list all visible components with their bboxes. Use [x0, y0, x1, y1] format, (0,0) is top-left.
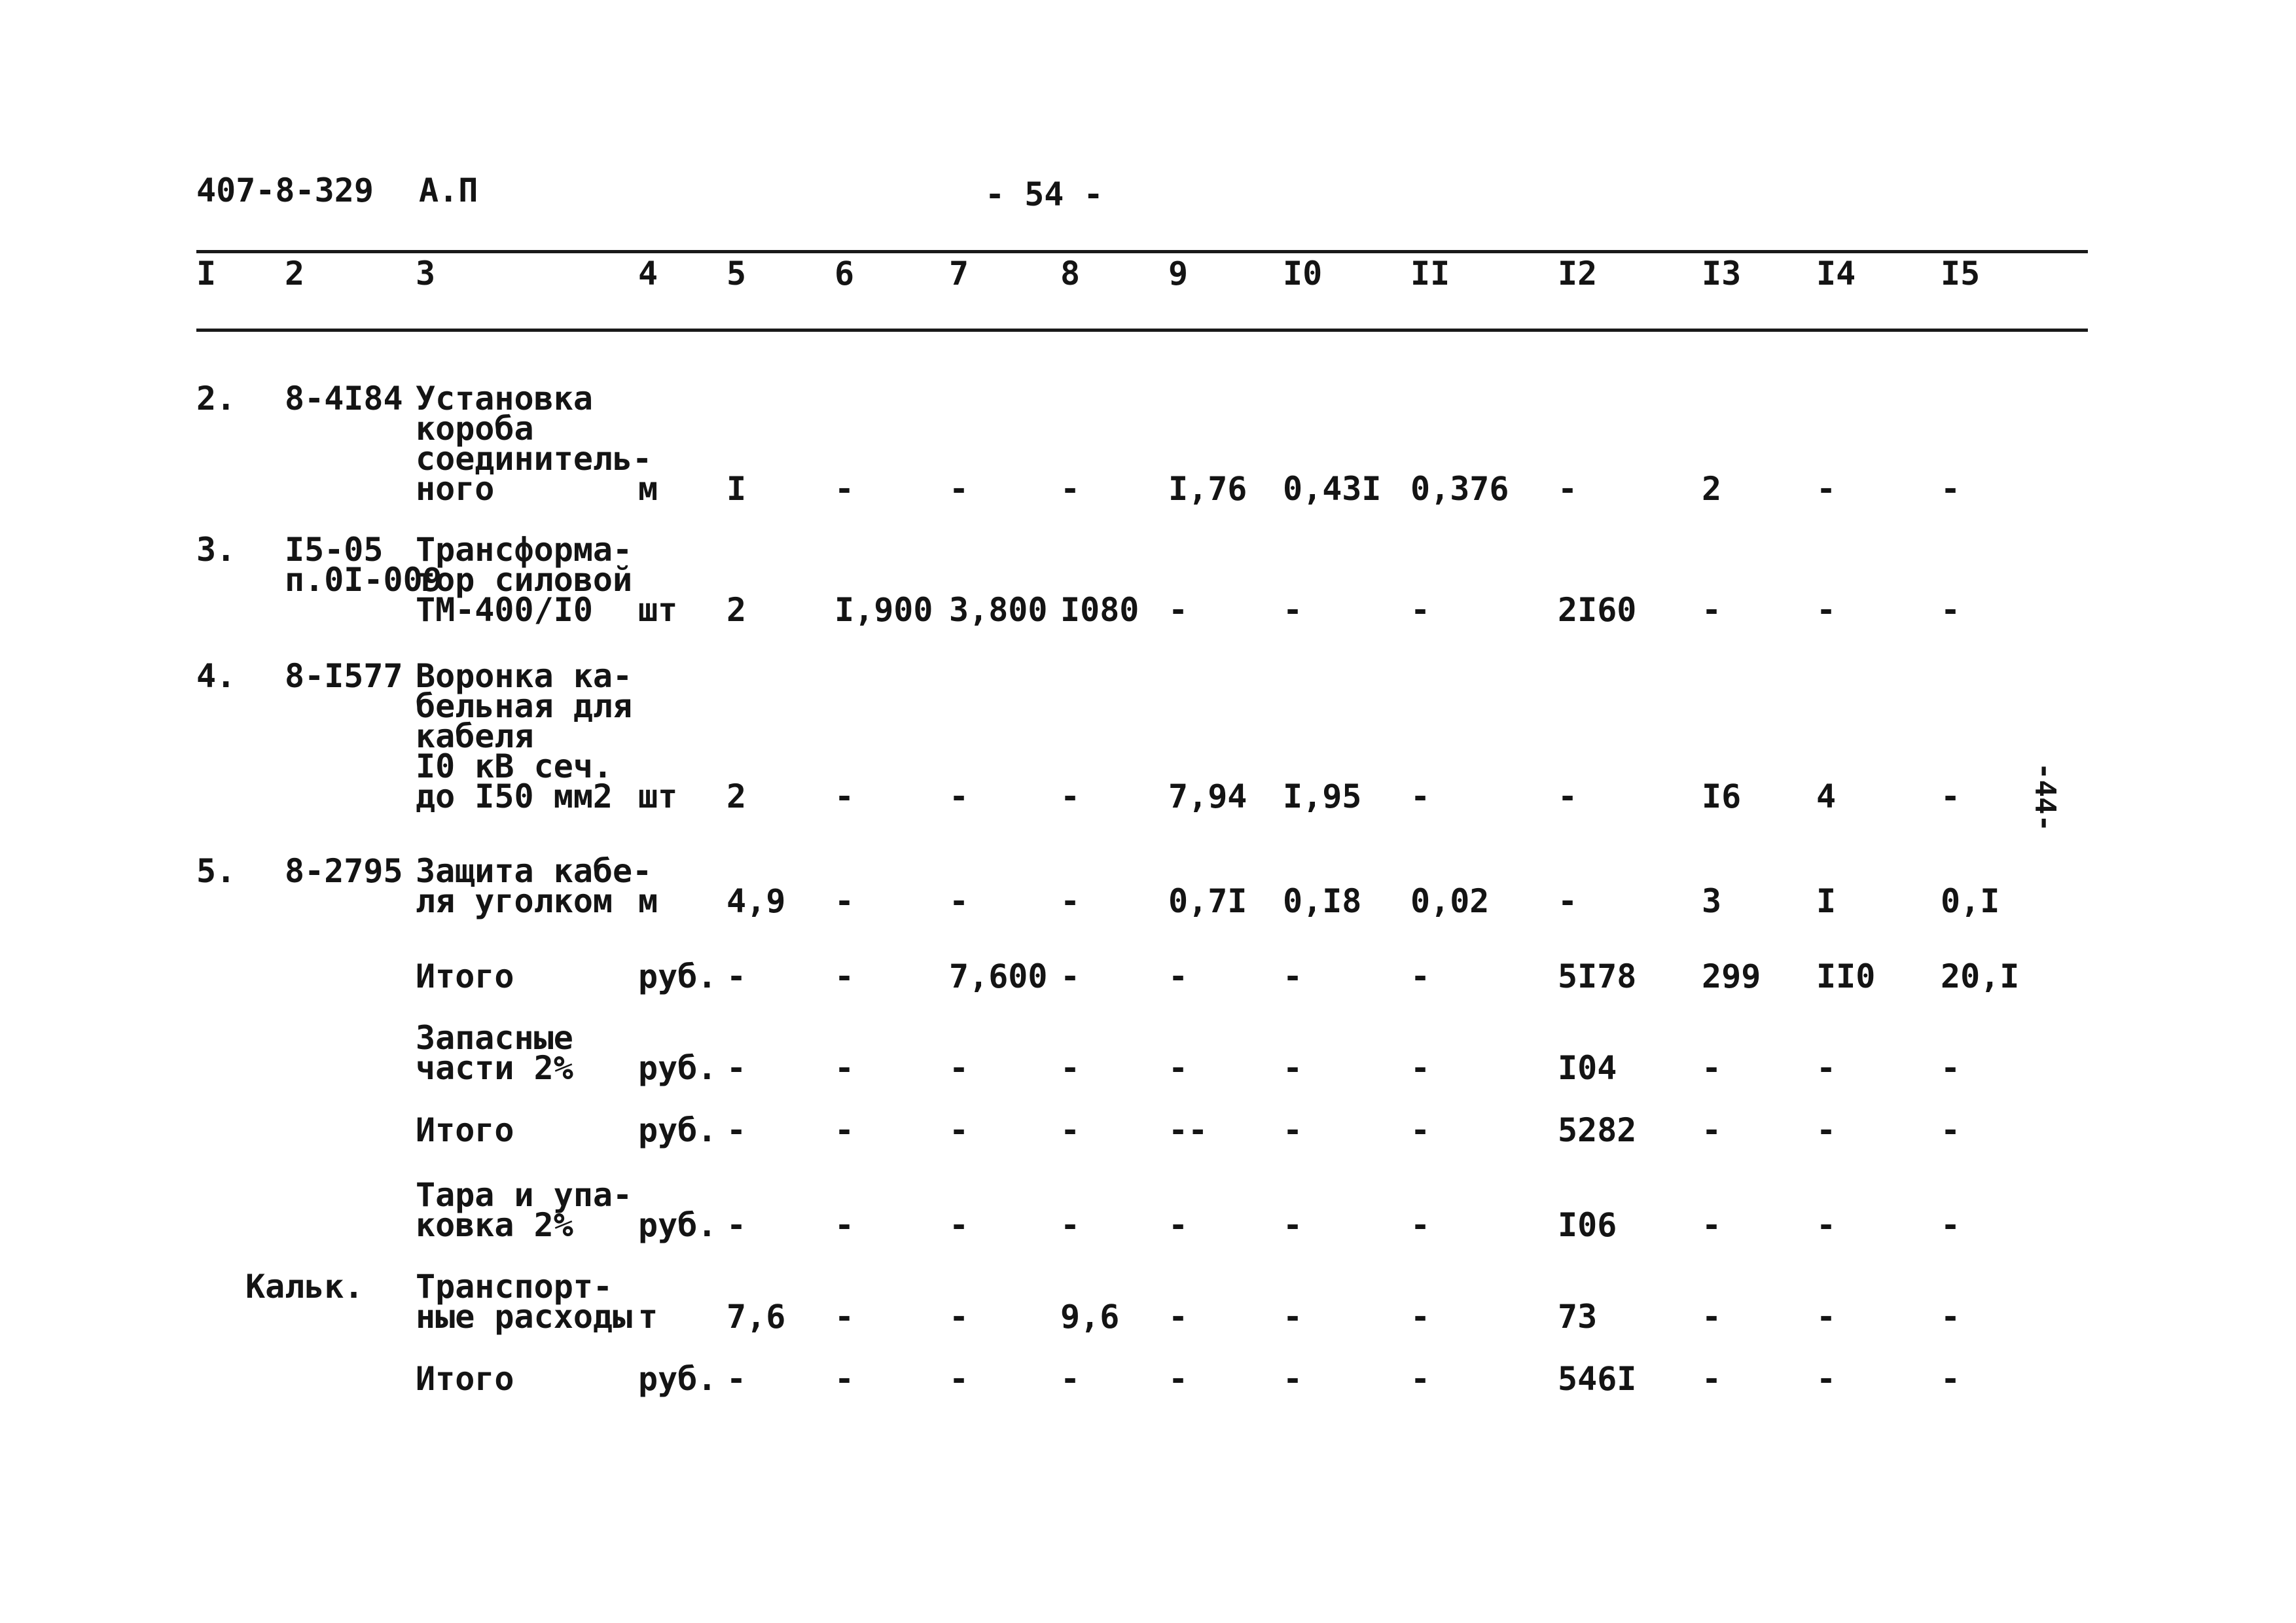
cell-c10: -: [1283, 1298, 1303, 1336]
cell-c13: -: [1702, 1360, 1722, 1398]
cell-c6: -: [834, 1298, 855, 1336]
cell-name: Итого: [416, 957, 514, 995]
cell-c8: -: [1060, 1360, 1081, 1398]
cell-c10: -: [1283, 1111, 1303, 1149]
table-header-rule: [196, 329, 2088, 332]
cell-c14: -: [1816, 1111, 1837, 1149]
cell-c5: I: [726, 470, 747, 508]
cell-name: Тара и упа- ковка 2%: [416, 1176, 633, 1244]
cell-c14: I: [1816, 882, 1837, 920]
cell-c13: -: [1702, 1206, 1722, 1244]
cell-c13: -: [1702, 1111, 1722, 1149]
cell-code: 8-4I84: [285, 380, 403, 418]
cell-c10: -: [1283, 1206, 1303, 1244]
cell-unit: руб.: [638, 1206, 717, 1244]
cell-c15: -: [1941, 1049, 1961, 1087]
cell-c15: -: [1941, 1360, 1961, 1398]
cell-c10: -: [1283, 1049, 1303, 1087]
cell-c8: 9,6: [1060, 1298, 1120, 1336]
cell-c9: -: [1168, 957, 1189, 995]
side-page-mark: -44-: [2028, 762, 2062, 832]
column-header-3: 3: [416, 255, 436, 293]
cell-c14: -: [1816, 470, 1837, 508]
cell-code: 8-2795: [285, 852, 403, 890]
column-header-14: I4: [1816, 255, 1856, 293]
cell-no: 4.: [196, 657, 236, 695]
cell-c10: -: [1283, 957, 1303, 995]
column-header-5: 5: [726, 255, 747, 293]
cell-c12: -: [1558, 777, 1578, 815]
cell-c12: -: [1558, 470, 1578, 508]
cell-c10: I,95: [1283, 777, 1362, 815]
cell-unit: м: [638, 882, 658, 920]
cell-c6: -: [834, 882, 855, 920]
cell-c9: -: [1168, 1206, 1189, 1244]
cell-c9: 7,94: [1168, 777, 1247, 815]
cell-c6: -: [834, 1111, 855, 1149]
cell-c11: -: [1410, 591, 1431, 629]
cell-c7: -: [949, 1111, 969, 1149]
cell-c12: I04: [1558, 1049, 1617, 1087]
cell-c8: -: [1060, 957, 1081, 995]
cell-c10: -: [1283, 591, 1303, 629]
cell-c7: -: [949, 1206, 969, 1244]
cell-c15: -: [1941, 777, 1961, 815]
cell-c5: 7,6: [726, 1298, 786, 1336]
cell-unit: м: [638, 470, 658, 508]
cell-c12: 2I60: [1558, 591, 1637, 629]
cell-c11: 0,02: [1410, 882, 1490, 920]
cell-c7: -: [949, 882, 969, 920]
cell-c6: -: [834, 777, 855, 815]
cell-c11: -: [1410, 1049, 1431, 1087]
cell-c8: I080: [1060, 591, 1139, 629]
column-header-7: 7: [949, 255, 969, 293]
column-header-4: 4: [638, 255, 658, 293]
cell-name: Защита кабе- ля уголком: [416, 852, 653, 920]
cell-c13: I6: [1702, 777, 1742, 815]
cell-code: I5-05 п.0I-009: [285, 531, 442, 599]
cell-c6: -: [834, 470, 855, 508]
cell-c7: -: [949, 777, 969, 815]
column-header-13: I3: [1702, 255, 1742, 293]
cell-c14: -: [1816, 1049, 1837, 1087]
cell-unit: руб.: [638, 1360, 717, 1398]
cell-name: Воронка ка- бельная для кабеля I0 кВ сеч. до I50 мм2: [416, 657, 633, 815]
cell-c15: -: [1941, 470, 1961, 508]
cell-c7: 7,600: [949, 957, 1048, 995]
column-header-2: 2: [285, 255, 305, 293]
cell-c6: -: [834, 957, 855, 995]
cell-c8: -: [1060, 777, 1081, 815]
cell-c15: -: [1941, 1298, 1961, 1336]
column-header-12: I2: [1558, 255, 1598, 293]
cell-c14: -: [1816, 1206, 1837, 1244]
cell-name: Итого: [416, 1111, 514, 1149]
cell-no: 2.: [196, 380, 236, 418]
cell-unit: т: [638, 1298, 658, 1336]
cell-c6: I,900: [834, 591, 933, 629]
cell-c11: -: [1410, 957, 1431, 995]
cell-c5: -: [726, 957, 747, 995]
cell-c6: -: [834, 1206, 855, 1244]
cell-c8: -: [1060, 1049, 1081, 1087]
cell-c10: 0,I8: [1283, 882, 1362, 920]
column-header-15: I5: [1941, 255, 1981, 293]
cell-c5: -: [726, 1111, 747, 1149]
cell-c12: 546I: [1558, 1360, 1637, 1398]
cell-c13: 2: [1702, 470, 1722, 508]
column-header-10: I0: [1283, 255, 1323, 293]
cell-c14: -: [1816, 591, 1837, 629]
cell-c7: 3,800: [949, 591, 1048, 629]
cell-c9: 0,7I: [1168, 882, 1247, 920]
cell-c15: 20,I: [1941, 957, 2020, 995]
cell-unit: руб.: [638, 1111, 717, 1149]
cell-c12: I06: [1558, 1206, 1617, 1244]
cell-c7: -: [949, 1298, 969, 1336]
cell-c5: -: [726, 1049, 747, 1087]
album-label: А.П: [419, 171, 478, 209]
cell-c15: -: [1941, 1206, 1961, 1244]
cell-c5: 2: [726, 591, 747, 629]
column-header-9: 9: [1168, 255, 1189, 293]
cell-unit: шт: [638, 777, 678, 815]
cell-c6: -: [834, 1049, 855, 1087]
cell-c8: -: [1060, 1206, 1081, 1244]
cell-c9: --: [1168, 1111, 1208, 1149]
cell-c10: -: [1283, 1360, 1303, 1398]
cell-c9: -: [1168, 591, 1189, 629]
cell-c11: 0,376: [1410, 470, 1509, 508]
cell-name: Транспорт- ные расходы: [416, 1268, 633, 1336]
cell-c14: -: [1816, 1360, 1837, 1398]
cell-c14: -: [1816, 1298, 1837, 1336]
cell-c11: -: [1410, 1206, 1431, 1244]
cell-unit: руб.: [638, 1049, 717, 1087]
cell-no: 3.: [196, 531, 236, 569]
cell-c15: -: [1941, 591, 1961, 629]
page-number: - 54 -: [985, 175, 1103, 213]
cell-c11: -: [1410, 1111, 1431, 1149]
cell-c14: 4: [1816, 777, 1837, 815]
cell-c5: 4,9: [726, 882, 786, 920]
cell-c10: 0,43I: [1283, 470, 1382, 508]
cell-c7: -: [949, 1360, 969, 1398]
column-header-11: II: [1410, 255, 1450, 293]
cell-c11: -: [1410, 777, 1431, 815]
cell-c11: -: [1410, 1360, 1431, 1398]
cell-c8: -: [1060, 882, 1081, 920]
cell-c9: I,76: [1168, 470, 1247, 508]
cell-c9: -: [1168, 1360, 1189, 1398]
cell-c15: 0,I: [1941, 882, 2000, 920]
cell-no: 5.: [196, 852, 236, 890]
column-header-8: 8: [1060, 255, 1081, 293]
cell-c9: -: [1168, 1049, 1189, 1087]
cell-c15: -: [1941, 1111, 1961, 1149]
cell-c12: -: [1558, 882, 1578, 920]
table-top-rule: [196, 250, 2088, 253]
cell-c13: 299: [1702, 957, 1761, 995]
cell-code: 8-I577: [285, 657, 403, 695]
cell-c5: -: [726, 1206, 747, 1244]
cell-c9: -: [1168, 1298, 1189, 1336]
cell-c13: -: [1702, 1298, 1722, 1336]
cell-name: Запасные части 2%: [416, 1019, 573, 1087]
cell-c13: 3: [1702, 882, 1722, 920]
cell-c12: 73: [1558, 1298, 1598, 1336]
cell-c5: 2: [726, 777, 747, 815]
cell-unit: шт: [638, 591, 678, 629]
cell-c12: 5I78: [1558, 957, 1637, 995]
cell-c8: -: [1060, 470, 1081, 508]
cell-c12: 5282: [1558, 1111, 1637, 1149]
cell-name: Итого: [416, 1360, 514, 1398]
cell-c8: -: [1060, 1111, 1081, 1149]
document-code: 407-8-329: [196, 171, 374, 209]
cell-c13: -: [1702, 591, 1722, 629]
cell-unit: руб.: [638, 957, 717, 995]
cell-c6: -: [834, 1360, 855, 1398]
cell-c14: II0: [1816, 957, 1876, 995]
cell-code: Кальк.: [245, 1268, 364, 1306]
cell-name: Трансформа- тор силовой ТМ-400/I0: [416, 531, 633, 629]
cell-name: Установка короба соединитель- ного: [416, 380, 653, 508]
cell-c7: -: [949, 470, 969, 508]
cell-c7: -: [949, 1049, 969, 1087]
cell-c11: -: [1410, 1298, 1431, 1336]
cell-c13: -: [1702, 1049, 1722, 1087]
column-header-6: 6: [834, 255, 855, 293]
column-header-1: I: [196, 255, 217, 293]
cell-c5: -: [726, 1360, 747, 1398]
